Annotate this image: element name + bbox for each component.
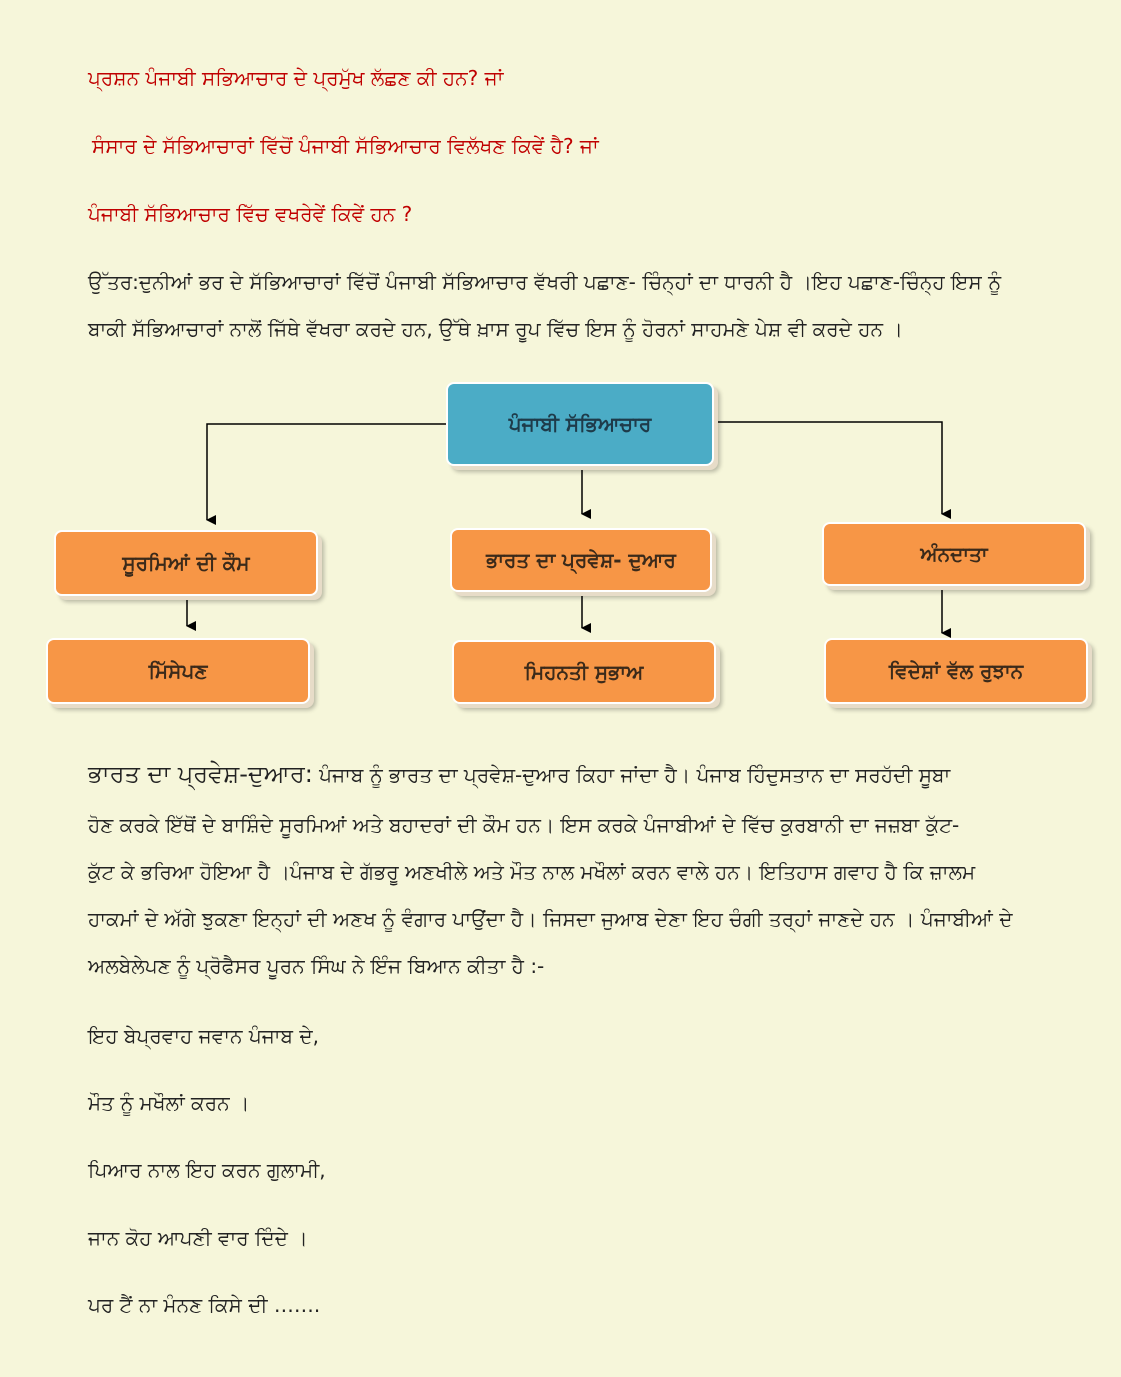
poem-line-3: ਪਿਆਰ ਨਾਲ ਇਹ ਕਰਨ ਗੁਲਾਮੀ, [88,1158,326,1182]
diagram-root-box: ਪੰਜਾਬੀ ਸੱਭਿਆਚਾਰ [446,382,714,466]
section-heading: ਭਾਰਤ ਦਾ ਪ੍ਰਵੇਸ਼-ਦੁਆਰ: [88,760,313,788]
question-line-1: ਪ੍ਰਸ਼ਨ ਪੰਜਾਬੀ ਸਭਿਆਚਾਰ ਦੇ ਪ੍ਰਮੁੱਖ ਲੱਛਣ ਕੀ ਹਨ? ਜਾਂ [88,66,504,90]
section-line-3: ਕੁੱਟ ਕੇ ਭਰਿਆ ਹੋਇਆ ਹੈ ।ਪੰਜਾਬ ਦੇ ਗੱਭਰੂ ਅਣਖੀਲੇ ਅਤੇ ਮੌਤ ਨਾਲ ਮਖੌਲਾਂ ਕਰਨ ਵਾਲੇ ਹਨ। ਇਤਿਹਾਸ ਗਵਾਹ ਹੈ ਕਿ ਜ਼ਾਲਮ [88,860,976,884]
section-line-5: ਅਲਬੇਲੇਪਣ ਨੂੰ ਪ੍ਰੋਫੈਸਰ ਪੂਰਨ ਸਿੰਘ ਨੇ ਇੰਜ ਬਿਆਨ ਕੀਤਾ ਹੈ :- [88,954,545,978]
section-first-line [88,760,950,788]
diagram-box-gateway-of-india: ਭਾਰਤ ਦਾ ਪ੍ਰਵੇਸ਼- ਦੁਆਰ [450,528,712,592]
poem-line-1: ਇਹ ਬੇਪ੍ਰਵਾਹ ਜਵਾਨ ਪੰਜਾਬ ਦੇ, [88,1024,319,1048]
diagram-box-warrior-nation: ਸੂਰਮਿਆਂ ਦੀ ਕੌਮ [54,530,318,596]
section-line-2: ਹੋਣ ਕਰਕੇ ਇੱਥੋਂ ਦੇ ਬਾਸ਼ਿੰਦੇ ਸੂਰਮਿਆਂ ਅਤੇ ਬਹਾਦਰਾਂ ਦੀ ਕੌਮ ਹਨ। ਇਸ ਕਰਕੇ ਪੰਜਾਬੀਆਂ ਦੇ ਵਿੱਚ ਕੁਰਬਾਨੀ ਦਾ ਜਜ਼ਬਾ ਕੁੱਟ- [88,813,960,837]
diagram-box-abroad-inclination: ਵਿਦੇਸ਼ਾਂ ਵੱਲ ਰੁਝਾਨ [824,638,1088,704]
poem-line-4: ਜਾਨ ਕੋਹ ਆਪਣੀ ਵਾਰ ਦਿੰਦੇ । [88,1226,308,1250]
answer-line-2: ਬਾਕੀ ਸੱਭਿਆਚਾਰਾਂ ਨਾਲੋਂ ਜਿੱਥੇ ਵੱਖਰਾ ਕਰਦੇ ਹਨ, ਉੱਥੇ ਖ਼ਾਸ ਰੂਪ ਵਿੱਚ ਇਸ ਨੂੰ ਹੋਰਨਾਂ ਸਾਹਮਣੇ ਪੇਸ਼ ਵੀ ਕਰਦੇ ਹਨ । [88,317,903,341]
diagram-box-food-provider: ਅੰਨਦਾਤਾ [822,522,1086,586]
diagram-box-mixed-nature: ਮਿੱਸੇਪਣ [46,638,310,704]
answer-line-1: ਉੱਤਰ:ਦੁਨੀਆਂ ਭਰ ਦੇ ਸੱਭਿਆਚਾਰਾਂ ਵਿੱਚੋਂ ਪੰਜਾਬੀ ਸੱਭਿਆਚਾਰ ਵੱਖਰੀ ਪਛਾਣ- ਚਿੰਨ੍ਹਾਂ ਦਾ ਧਾਰਨੀ ਹੈ ।ਇਹ ਪਛਾਣ-ਚਿੰਨ੍ਹ ਇਸ ਨੂੰ [88,270,1002,294]
section-line-1: ਪੰਜਾਬ ਨੂੰ ਭਾਰਤ ਦਾ ਪ੍ਰਵੇਸ਼-ਦੁਆਰ ਕਿਹਾ ਜਾਂਦਾ ਹੈ। ਪੰਜਾਬ ਹਿੰਦੁਸਤਾਨ ਦਾ ਸਰਹੱਦੀ ਸੂਬਾ [312,763,951,787]
poem-line-5: ਪਰ ਟੈਂ ਨਾ ਮੰਨਣ ਕਿਸੇ ਦੀ ……. [88,1293,321,1317]
poem-line-2: ਮੌਤ ਨੂੰ ਮਖੌਲਾਂ ਕਰਨ । [88,1091,250,1115]
question-line-2: ਸੰਸਾਰ ਦੇ ਸੱਭਿਆਚਾਰਾਂ ਵਿੱਚੋਂ ਪੰਜਾਬੀ ਸੱਭਿਆਚਾਰ ਵਿਲੱਖਣ ਕਿਵੇਂ ਹੈ? ਜਾਂ [92,134,599,158]
question-line-3: ਪੰਜਾਬੀ ਸੱਭਿਆਚਾਰ ਵਿੱਚ ਵਖਰੇਵੇਂ ਕਿਵੇਂ ਹਨ ? [88,202,413,226]
section-line-4: ਹਾਕਮਾਂ ਦੇ ਅੱਗੇ ਝੁਕਣਾ ਇਨ੍ਹਾਂ ਦੀ ਅਣਖ ਨੂੰ ਵੰਗਾਰ ਪਾਉਂਦਾ ਹੈ। ਜਿਸਦਾ ਜੁਆਬ ਦੇਣਾ ਇਹ ਚੰਗੀ ਤਰ੍ਹਾਂ ਜਾਣਦੇ ਹਨ । ਪੰਜਾਬੀਆਂ ਦੇ [88,907,1013,931]
diagram-box-hardworking-nature: ਮਿਹਨਤੀ ਸੁਭਾਅ [452,640,716,704]
